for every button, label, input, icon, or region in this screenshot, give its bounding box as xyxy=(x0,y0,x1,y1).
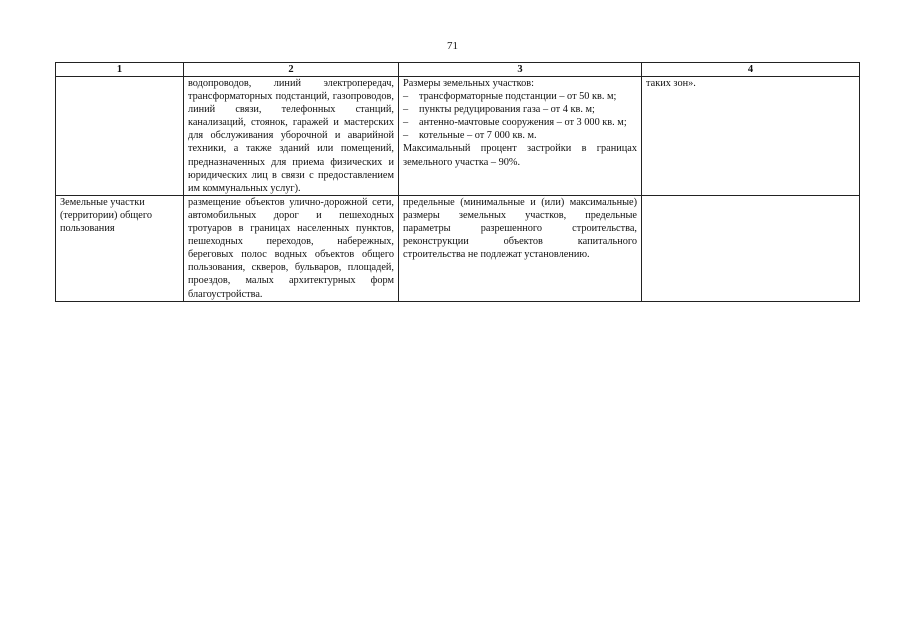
row2-col4 xyxy=(642,195,860,301)
list-item-text: пункты редуцирования газа – от 4 кв. м; xyxy=(419,104,595,116)
list-item xyxy=(403,129,637,142)
column-header-1: 1 xyxy=(56,63,184,77)
page-number: 71 xyxy=(447,40,458,52)
table-row xyxy=(56,195,860,301)
list-item xyxy=(403,116,637,129)
row1-col2: водопроводов, линий электропередач, трансформаторных подстанций, газопроводов, линий связи, телефонных станций, канализаций, стоянок, гаражей и мастерских для обслуживания уборочной и аварийной техники, а также зданий или помещений, предназначенных для приема физических и юридических лиц в связи с предоставлением им коммунальных услуг). xyxy=(184,77,399,196)
list-item-text: трансформаторные подстанции – от 50 кв. м; xyxy=(419,91,617,103)
row2-col2: размещение объектов улично-дорожной сети, автомобильных дорог и пешеходных тротуаров в границах населенных пунктов, пешеходных переходов, набережных, береговых полос водных объектов общего пользования, скверов, бульваров, площадей, проездов, малых архитектурных форм благоустройства. xyxy=(184,195,399,301)
list-item-text: котельные – от 7 000 кв. м. xyxy=(419,130,537,142)
row1-col3 xyxy=(399,77,642,196)
column-header-2: 2 xyxy=(184,63,399,77)
dash-bullet: – xyxy=(403,91,409,103)
row1-col3-footer: Максимальный процент застройки в границах земельного участка – 90%. xyxy=(403,143,637,168)
row1-col3-title: Размеры земельных участков: xyxy=(403,78,534,89)
row2-col1: Земельные участки (территории) общего пользования xyxy=(56,195,184,301)
table-row xyxy=(56,77,860,196)
column-header-3: 3 xyxy=(399,63,642,77)
row1-col4: таких зон». xyxy=(642,77,860,196)
dash-bullet: – xyxy=(403,104,409,116)
column-header-4: 4 xyxy=(642,63,860,77)
list-item xyxy=(403,103,637,116)
row1-col1 xyxy=(56,77,184,196)
row2-col3: предельные (минимальные и (или) максимальные) размеры земельных участков, предельные параметры разрешенного строительства, реконструкции объектов капитального строительства не подлежат установлению. xyxy=(399,195,642,301)
list-item-text: антенно-мачтовые сооружения – от 3 000 кв. м; xyxy=(419,117,627,129)
zoning-table xyxy=(55,62,860,302)
header-row xyxy=(56,63,860,77)
dash-bullet: – xyxy=(403,117,409,129)
dash-bullet: – xyxy=(403,130,409,142)
list-item xyxy=(403,90,637,103)
